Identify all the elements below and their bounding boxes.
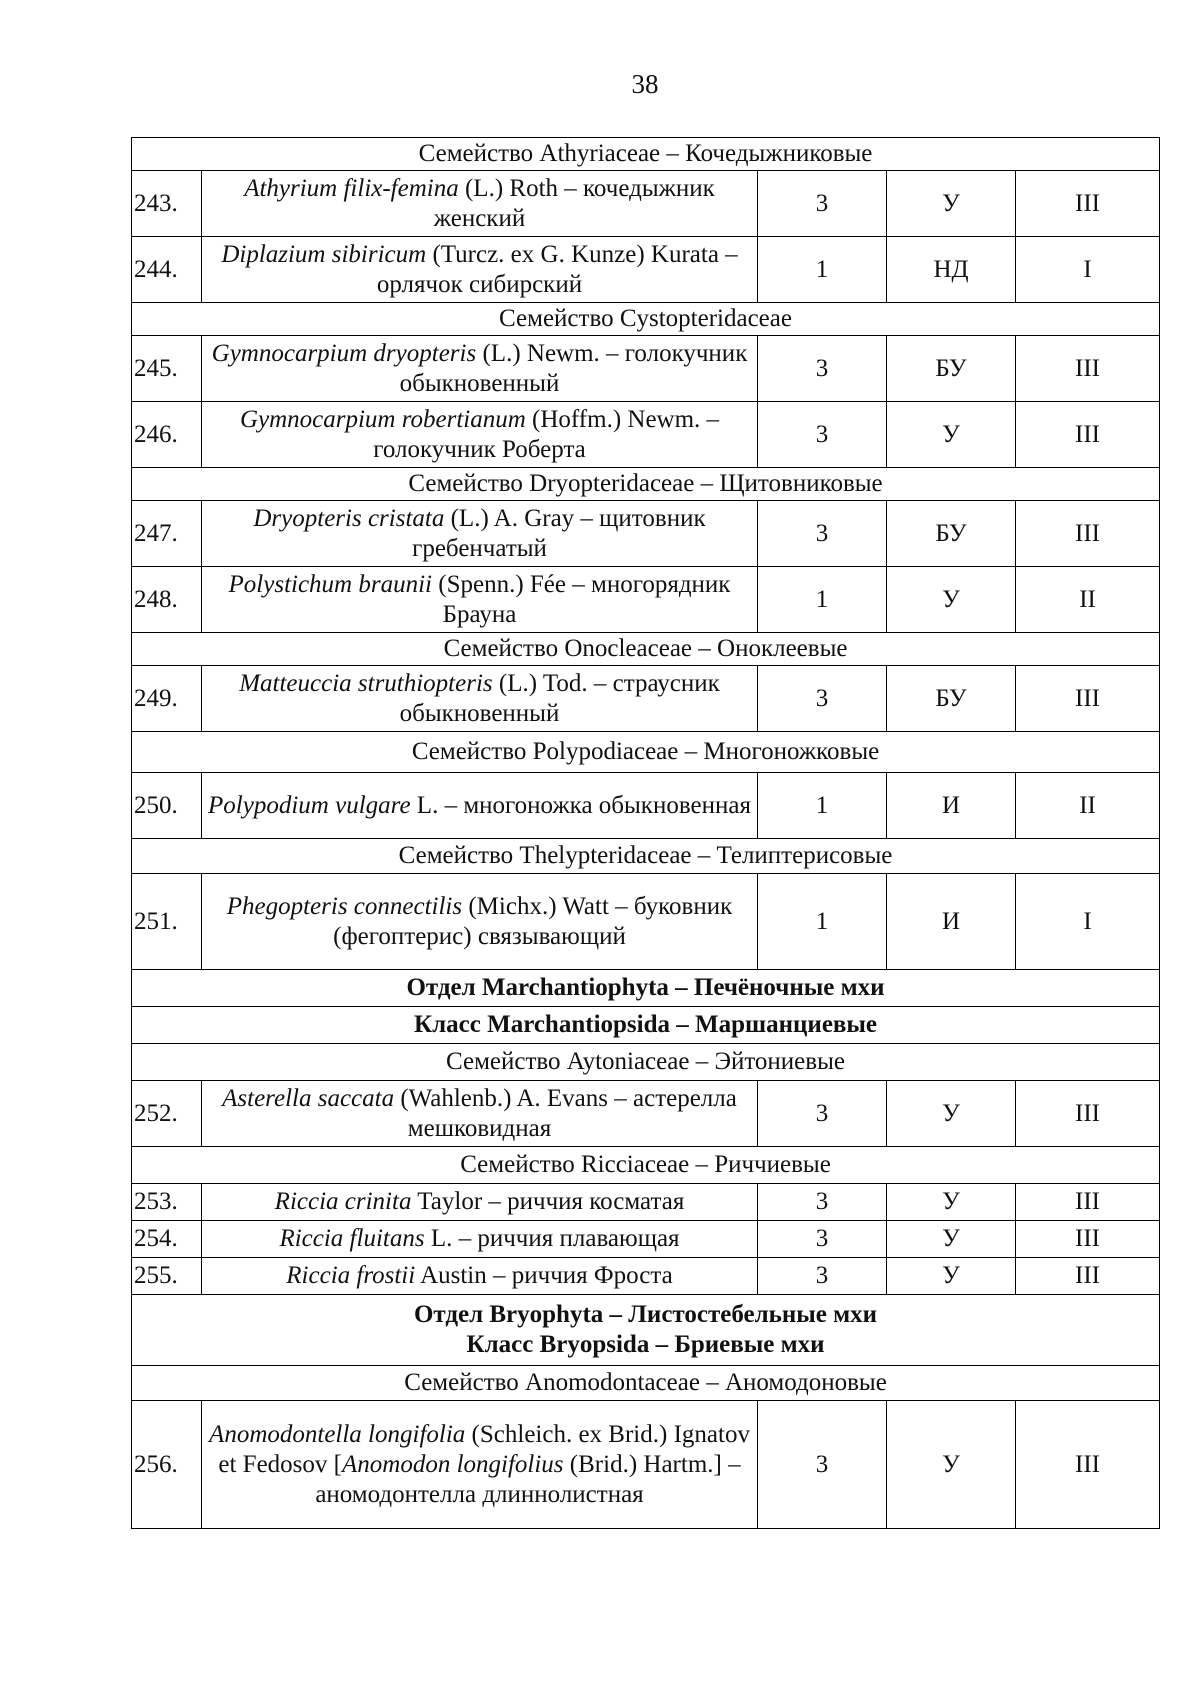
species-name — [202, 237, 758, 303]
species-name-rest: (L.) A. Gray – щитовник гребенчатый — [412, 504, 706, 562]
species-name-rest: (Turcz. ex G. Kunze) Kurata – орлячок сибирский — [376, 240, 738, 298]
family-row — [132, 1366, 1160, 1401]
species-name — [202, 1258, 758, 1295]
family-row — [132, 468, 1160, 501]
protection-category: II — [1016, 567, 1160, 633]
division-heading-line: Отдел Marchantiophyta – Печёночные мхи — [406, 974, 885, 1001]
abundance-value: 1 — [758, 237, 887, 303]
species-latin-name: Gymnocarpium dryopteris — [211, 339, 477, 367]
division-heading-line: Отдел Bryophyta – Листостебельные мхи — [413, 1301, 878, 1328]
table-row — [132, 402, 1160, 468]
protection-category: I — [1016, 237, 1160, 303]
protection-category: III — [1016, 402, 1160, 468]
protection-category: III — [1016, 1401, 1160, 1529]
species-latin-name: Polystichum braunii — [228, 570, 432, 598]
status-category: БУ — [887, 666, 1016, 732]
status-category: БУ — [887, 336, 1016, 402]
species-name-rest: (Wahlenb.) A. Evans – астерелла мешковидная — [394, 1084, 737, 1142]
abundance-value: 3 — [758, 1221, 887, 1258]
species-latin-synonym: Anomodon longifolius — [342, 1450, 564, 1478]
family-row — [132, 1147, 1160, 1184]
table-row — [132, 336, 1160, 402]
species-latin-name: Anomodontella longifolia — [209, 1420, 466, 1448]
family-heading: Семейство Cystopteridaceae — [132, 303, 1160, 336]
status-category: У — [887, 1221, 1016, 1258]
species-name — [202, 666, 758, 732]
species-number: 252. — [132, 1081, 202, 1147]
table-row — [132, 773, 1160, 839]
abundance-value: 3 — [758, 1081, 887, 1147]
protection-category: III — [1016, 336, 1160, 402]
species-number: 246. — [132, 402, 202, 468]
species-name — [202, 1184, 758, 1221]
abundance-value: 3 — [758, 1184, 887, 1221]
family-heading: Семейство Anomodontaceae – Аномодоновые — [132, 1366, 1160, 1401]
division-heading-line: Класс Marchantiopsida – Маршанциевые — [414, 1011, 878, 1038]
species-name — [202, 1081, 758, 1147]
species-name — [202, 171, 758, 237]
family-heading: Семейство Thelypteridaceae – Телиптерисовые — [132, 839, 1160, 874]
table-row — [132, 1081, 1160, 1147]
protection-category: I — [1016, 874, 1160, 970]
species-latin-name: Dryopteris cristata — [253, 504, 445, 532]
division-heading — [132, 1295, 1160, 1366]
species-latin-name: Polypodium vulgare — [208, 791, 411, 819]
species-name-rest: (Michx.) Watt – буковник (фегоптерис) связывающий — [333, 892, 733, 950]
division-heading — [132, 1007, 1160, 1044]
species-latin-name: Asterella saccata — [222, 1084, 395, 1112]
table-row — [132, 567, 1160, 633]
status-category: У — [887, 1258, 1016, 1295]
species-name-rest: L. – риччия плавающая — [424, 1225, 680, 1252]
division-row — [132, 1295, 1160, 1366]
species-number: 244. — [132, 237, 202, 303]
protection-category: III — [1016, 1184, 1160, 1221]
species-number: 251. — [132, 874, 202, 970]
abundance-value: 3 — [758, 1401, 887, 1529]
species-number: 254. — [132, 1221, 202, 1258]
species-number: 256. — [132, 1401, 202, 1529]
division-row — [132, 970, 1160, 1007]
species-latin-name: Gymnocarpium robertianum — [239, 405, 526, 433]
species-name-rest: (L.) Roth – кочедыжник женский — [433, 174, 715, 232]
status-category: И — [887, 773, 1016, 839]
division-heading — [132, 970, 1160, 1007]
family-heading: Семейство Onocleaceae – Оноклеевые — [132, 633, 1160, 666]
species-name — [202, 1221, 758, 1258]
species-name — [202, 1401, 758, 1529]
table-row — [132, 237, 1160, 303]
family-heading: Семейство Aytoniaceae – Эйтониевые — [132, 1044, 1160, 1081]
species-name — [202, 336, 758, 402]
status-category: У — [887, 567, 1016, 633]
protection-category: III — [1016, 501, 1160, 567]
protection-category: III — [1016, 171, 1160, 237]
species-number: 253. — [132, 1184, 202, 1221]
species-number: 255. — [132, 1258, 202, 1295]
species-name-rest: (L.) Newm. – голокучник обыкновенный — [399, 339, 748, 397]
table-row — [132, 874, 1160, 970]
abundance-value: 1 — [758, 567, 887, 633]
family-heading: Семейство Polypodiaceae – Многоножковые — [132, 732, 1160, 773]
family-row — [132, 303, 1160, 336]
species-number: 243. — [132, 171, 202, 237]
abundance-value: 1 — [758, 874, 887, 970]
division-row — [132, 1007, 1160, 1044]
abundance-value: 3 — [758, 501, 887, 567]
table-row — [132, 1221, 1160, 1258]
table-row — [132, 1184, 1160, 1221]
species-name — [202, 402, 758, 468]
species-latin-name: Athyrium filix-femina — [244, 174, 459, 202]
status-category: У — [887, 1081, 1016, 1147]
family-row — [132, 1044, 1160, 1081]
species-latin-name: Riccia frostii — [286, 1262, 416, 1289]
species-name — [202, 501, 758, 567]
species-table — [131, 137, 1160, 1529]
species-latin-name: Riccia fluitans — [279, 1225, 425, 1252]
species-number: 248. — [132, 567, 202, 633]
species-name-rest: Austin – риччия Фроста — [415, 1262, 673, 1289]
abundance-value: 3 — [758, 666, 887, 732]
page-number: 38 — [631, 69, 659, 99]
species-number: 247. — [132, 501, 202, 567]
family-heading: Семейство Dryopteridaceae – Щитовниковые — [132, 468, 1160, 501]
abundance-value: 3 — [758, 402, 887, 468]
family-row — [132, 633, 1160, 666]
abundance-value: 3 — [758, 1258, 887, 1295]
species-name-rest: Taylor – риччия косматая — [411, 1188, 685, 1215]
family-row — [132, 732, 1160, 773]
species-latin-name: Riccia crinita — [274, 1188, 412, 1215]
status-category: У — [887, 1401, 1016, 1529]
species-name-rest: (Hoffm.) Newm. – голокучник Роберта — [373, 405, 720, 463]
family-heading: Семейство Ricciaceae – Риччиевые — [132, 1147, 1160, 1184]
family-row — [132, 138, 1160, 171]
table-row — [132, 666, 1160, 732]
species-latin-name: Diplazium sibiricum — [221, 240, 427, 268]
abundance-value: 1 — [758, 773, 887, 839]
species-name — [202, 567, 758, 633]
species-number: 245. — [132, 336, 202, 402]
species-number: 249. — [132, 666, 202, 732]
species-latin-name: Phegopteris connectilis — [226, 892, 463, 920]
table-row — [132, 1401, 1160, 1529]
status-category: У — [887, 402, 1016, 468]
species-name-rest: L. – многоножка обыкновенная — [410, 791, 751, 819]
protection-category: III — [1016, 1081, 1160, 1147]
status-category: У — [887, 1184, 1016, 1221]
species-name-rest: (L.) Tod. – страусник обыкновенный — [399, 669, 720, 727]
status-category: НД — [887, 237, 1016, 303]
table-row — [132, 501, 1160, 567]
species-latin-name: Matteuccia struthiopteris — [239, 669, 493, 697]
species-table-body — [132, 138, 1160, 1529]
protection-category: III — [1016, 1258, 1160, 1295]
abundance-value: 3 — [758, 336, 887, 402]
abundance-value: 3 — [758, 171, 887, 237]
table-row — [132, 1258, 1160, 1295]
protection-category: II — [1016, 773, 1160, 839]
species-name-rest: (Spenn.) Fée – многорядник Брауна — [432, 570, 731, 628]
species-name-rest-2: (Brid.) Hartm.] – аномодонтелла длиннолистная — [315, 1450, 741, 1508]
protection-category: III — [1016, 1221, 1160, 1258]
table-row — [132, 171, 1160, 237]
status-category: И — [887, 874, 1016, 970]
species-number: 250. — [132, 773, 202, 839]
division-heading-line: Класс Bryopsida – Бриевые мхи — [466, 1331, 825, 1358]
family-row — [132, 839, 1160, 874]
status-category: У — [887, 171, 1016, 237]
species-name — [202, 874, 758, 970]
protection-category: III — [1016, 666, 1160, 732]
species-name — [202, 773, 758, 839]
species-name-rest: (Schleich. ex Brid.) Ignatov et Fedosov [ — [218, 1420, 750, 1478]
status-category: БУ — [887, 501, 1016, 567]
family-heading: Семейство Athyriaceae – Кочедыжниковые — [132, 138, 1160, 171]
